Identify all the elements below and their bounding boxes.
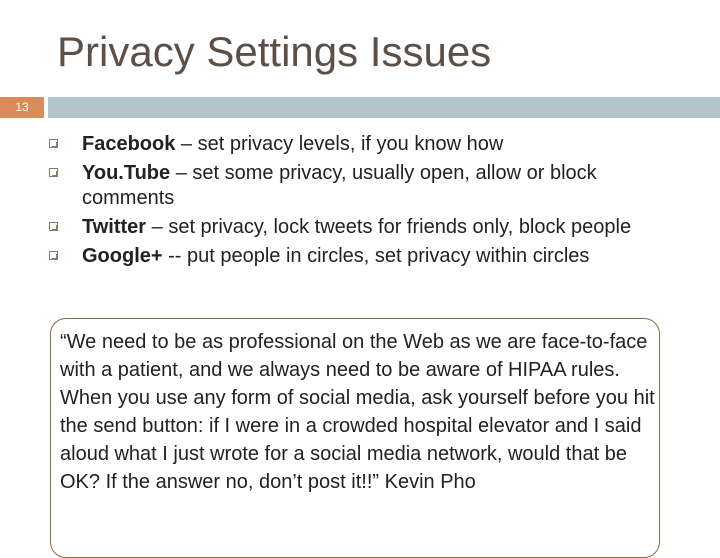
checkbox-bullet-icon <box>49 251 58 260</box>
bullet-term: Google+ <box>82 245 163 267</box>
bullet-google-plus <box>46 244 676 269</box>
checkbox-bullet-icon <box>49 222 58 231</box>
bullet-text: – set privacy, lock tweets for friends only, block people <box>146 216 632 238</box>
bullet-list <box>46 132 676 273</box>
bullet-text: – set privacy levels, if you know how <box>175 133 504 155</box>
quote-text: “We need to be as professional on the Web as we are face-to-face with a patient, and we always need to be aware of HIPAA rules. When you use any form of social media, ask yourself before you hit the send button: if I were in a crowded hospital elevator and I said aloud what I just wrote for a social media network, would that be OK? If the answer no, don’t post it!!” Kevin Pho <box>60 331 655 493</box>
bullet-youtube <box>46 161 676 211</box>
title-rule <box>48 97 720 118</box>
bullet-text: -- put people in circles, set privacy within circles <box>162 245 590 267</box>
checkbox-bullet-icon <box>49 168 58 177</box>
bullet-twitter <box>46 215 676 240</box>
bullet-term: Facebook <box>82 133 176 155</box>
bullet-text: – set some privacy, usually open, allow or block comments <box>82 162 597 209</box>
bullet-term: Twitter <box>82 216 147 238</box>
slide-number: 13 <box>15 100 29 114</box>
bullet-facebook <box>46 132 676 157</box>
bullet-term: You.Tube <box>82 162 171 184</box>
slide-title: Privacy Settings Issues <box>57 28 492 75</box>
checkbox-bullet-icon <box>49 139 58 148</box>
